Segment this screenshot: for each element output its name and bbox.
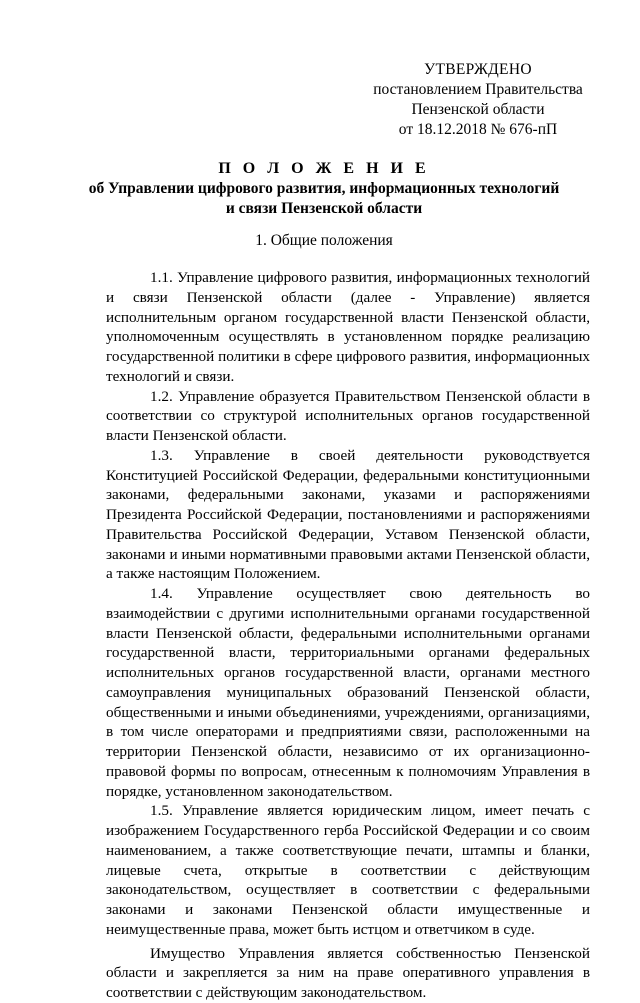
paragraph-1-5: 1.5. Управление является юридическим лицом, имеет печать с изображением Государственного герба Российской Федерации и со своим наименованием, а также соответствующие печати, штампы и бланки, лицевые счета, открытые в соответствии с действующим законодательством, осуществляет в соответствии с федеральными законами и законами Пензенской области имущественные и неимущественные права, может быть истцом и ответчиком в суде. bbox=[106, 802, 590, 938]
approval-stamp bbox=[368, 60, 588, 140]
paragraph-1-1: 1.1. Управление цифрового развития, информационных технологий и связи Пензенской области (далее - Управление) является исполнительным органом государственной власти Пензенской области, уполномоченным осуществлять в установленном порядке реализацию государственной политики в сфере цифрового развития, информационных технологий и связи. bbox=[106, 269, 590, 385]
approval-line-resolution: постановлением Правительства bbox=[373, 81, 583, 98]
document-title-subject-line2: и связи Пензенской области bbox=[225, 200, 423, 217]
approval-title: УТВЕРЖДЕНО bbox=[424, 61, 532, 78]
section-heading: 1. Общие положения bbox=[255, 232, 393, 249]
paragraph-1-2: 1.2. Управление образуется Правительством Пензенской области в соответствии со структурой исполнительных органов государственной власти Пензенской области. bbox=[106, 387, 590, 444]
approval-line-date-number: от 18.12.2018 № 676-пП bbox=[398, 121, 558, 138]
document-title-subject-line1: об Управлении цифрового развития, информационных технологий bbox=[88, 180, 560, 197]
paragraph-property: Имущество Управления является собственностью Пензенской области и закрепляется за ним на праве оперативного управления в соответствии с действующим законодательством. bbox=[106, 944, 590, 1001]
paragraph-1-3: 1.3. Управление в своей деятельности руководствуется Конституцией Российской Федерации, федеральными конституционными законами, федеральными законами, указами и распоряжениями Президента Российской Федерации, постановлениями и распоряжениями Правительства Российской Федерации, Уставом Пензенской области, законами и иными нормативными правовыми актами Пензенской области, а также настоящим Положением. bbox=[106, 446, 590, 583]
document-title bbox=[60, 159, 588, 219]
paragraph-1-4: 1.4. Управление осуществляет свою деятельность во взаимодействии с другими исполнительными органами государственной власти Пензенской области, федеральными исполнительными органами государственной власти, территориальными органами федеральных исполнительных органов государственной власти, органами местного самоуправления муниципальных образований Пензенской области, общественными и иными объединениями, учреждениями, организациями, в том числе операторами и предприятиями связи, расположенными на территории Пензенской области, независимо от их организационно-правовой формы по вопросам, отнесенным к полномочиям Управления в порядке, установленном законодательством. bbox=[106, 585, 590, 800]
document-body bbox=[106, 268, 590, 1003]
document-title-heading: П О Л О Ж Е Н И Е bbox=[218, 160, 430, 177]
approval-line-region: Пензенской области bbox=[411, 101, 545, 118]
